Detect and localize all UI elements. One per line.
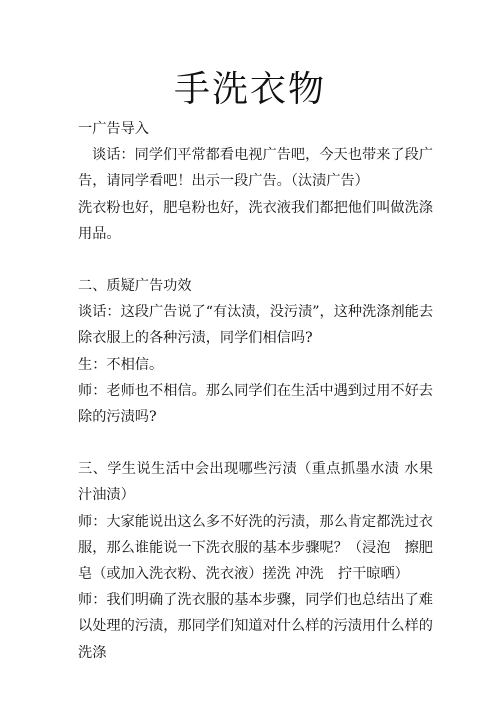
blank-line [78, 430, 433, 456]
paragraph: 师：大家能说出这么多不好洗的污渍，那么肯定都洗过衣服，那么谁能说一下洗衣服的基本步骤呢？（浸泡 擦肥皂（或加入洗衣粉、洗衣液）搓洗 冲洗 拧干晾晒） [78, 513, 433, 583]
section-heading-2: 二、质疑广告功效 [78, 278, 192, 295]
paragraph: 洗衣粉也好，肥皂粉也好，洗衣液我们都把他们叫做洗涤用品。 [78, 199, 433, 242]
section-heading-1: 一广告导入 [78, 121, 149, 137]
document-title: 手洗衣物 [173, 69, 326, 110]
section-heading-3: 三、学生说生活中会出现哪些污渍（重点抓墨水渍 水果汁油渍） [78, 461, 433, 504]
paragraph: 生：不相信。 [78, 356, 164, 373]
paragraph: 师：老师也不相信。那么同学们在生活中遇到过用不好去除的污渍吗? [78, 382, 433, 426]
paragraph: 谈话：同学们平常都看电视广告吧，今天也带来了段广告，请同学看吧！出示一段广告。（汰渍广告） [78, 147, 433, 190]
document-body [78, 116, 433, 666]
blank-line [78, 247, 433, 273]
paragraph: 师：我们明确了洗衣服的基本步骤，同学们也总结出了难以处理的污渍，那同学们知道对什么样的污渍用什么样的洗涤 [78, 592, 433, 661]
paragraph: 谈话：这段广告说了“有汰渍，没污渍”，这种洗涤剂能去除衣服上的各种污渍，同学们相信吗? [78, 304, 434, 347]
